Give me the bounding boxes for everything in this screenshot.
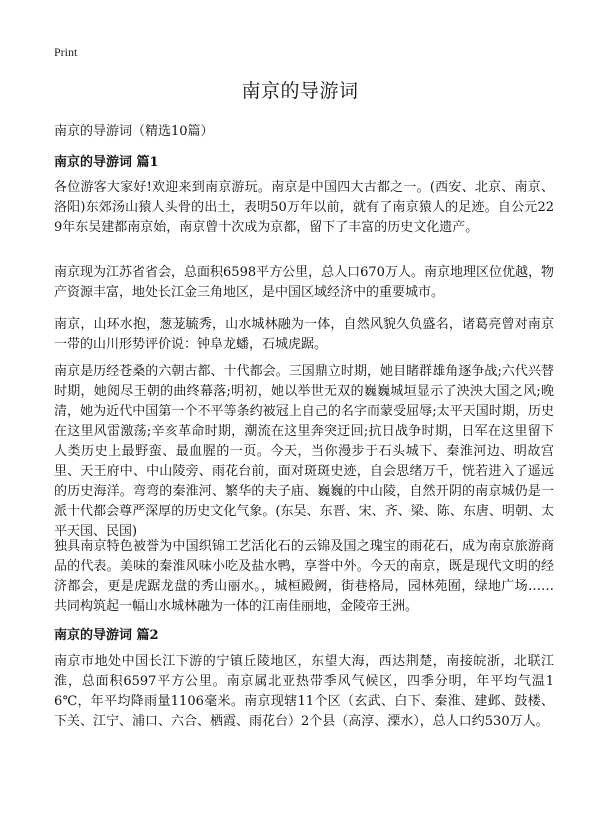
paragraph: 各位游客大家好!欢迎来到南京游玩。南京是中国四大古都之一。(西安、北京、南京、洛阳)东郊汤山猿人头骨的出土，表明50万年以前，就有了南京猿人的足迹。自公元229年东吴建都南京始，南京曾十次成为京都，留下了丰富的历史文化遗产。 — [54, 180, 554, 235]
paragraph: 南京，山环水抱，葱茏毓秀，山水城林融为一体，自然风貌久负盛名，诸葛亮曾对南京一带的山川形势评价说：钟阜龙蟠，石城虎踞。 — [54, 317, 554, 352]
paragraph: 南京市地处中国长江下游的宁镇丘陵地区，东望大海，西达荆楚，南接皖浙，北联江淮，总面积6597平方公里。南京属北亚热带季风气候区，四季分明，年平均气温16℃，年平均降雨量1106毫米。南京现辖11个区（玄武、白下、秦淮、建邺、鼓楼、下关、江宁、浦口、六合、栖霞、雨花台）2个县（高淳、溧水），总人口约530万人。 — [54, 654, 554, 729]
paragraph: 独具南京特色被誉为中国织锦工艺活化石的云锦及国之瑰宝的雨花石，成为南京旅游商品的代表。美味的秦淮风味小吃及盐水鸭，享誉中外。今天的南京，既是现代文明的经济都会，更是虎踞龙盘的秀山丽水。，城桓殿阙，街巷格局，园林苑囿，绿地广场……共同构筑起一幅山水城林融为一体的江南佳丽地，金陵帝王洲。 — [54, 539, 554, 614]
section-heading-1: 南京的导游词 篇1 — [54, 155, 159, 170]
print-link[interactable]: Print — [54, 45, 78, 59]
paragraph: 南京是历经苍桑的六朝古都、十代都会。三国鼎立时期，她目睹群雄角逐争战;六代兴替时期，她阅尽王朝的曲终幕落;明初，她以举世无双的巍巍城垣显示了泱泱大国之风;晚清，她为近代中国第一个不平等条约被冠上自己的名字而蒙受屈辱;太平天国时期，历史在这里风雷激荡;辛亥革命时期，潮流在这里奔突迂回;抗日战争时期，日军在这里留下人类历史上最野蛮、最血腥的一页。今天，当你漫步于石头城下、秦淮河边、明故宫里、天王府中、中山陵旁、雨花台前，面对斑斑史迹，自会思绪万千，恍若进入了遥远的历史海洋。弯弯的秦淮河、繁华的夫子庙、巍巍的中山陵，自然开阴的南京城仍是一派十代都会尊严深厚的历史文化气象。(东吴、东晋、宋、齐、梁、陈、东唐、明朝、太平天国、民国) — [54, 364, 554, 539]
document-subtitle: 南京的导游词（精选10篇） — [54, 124, 214, 139]
paragraph: 南京现为江苏省省会，总面积6598平方公里，总人口670万人。南京地理区位优越，物产资源丰富，地处长江金三角地区，是中国区域经济中的重要城市。 — [54, 265, 554, 300]
page-title: 南京的导游词 — [241, 80, 359, 102]
section-heading-2: 南京的导游词 篇2 — [54, 628, 159, 643]
